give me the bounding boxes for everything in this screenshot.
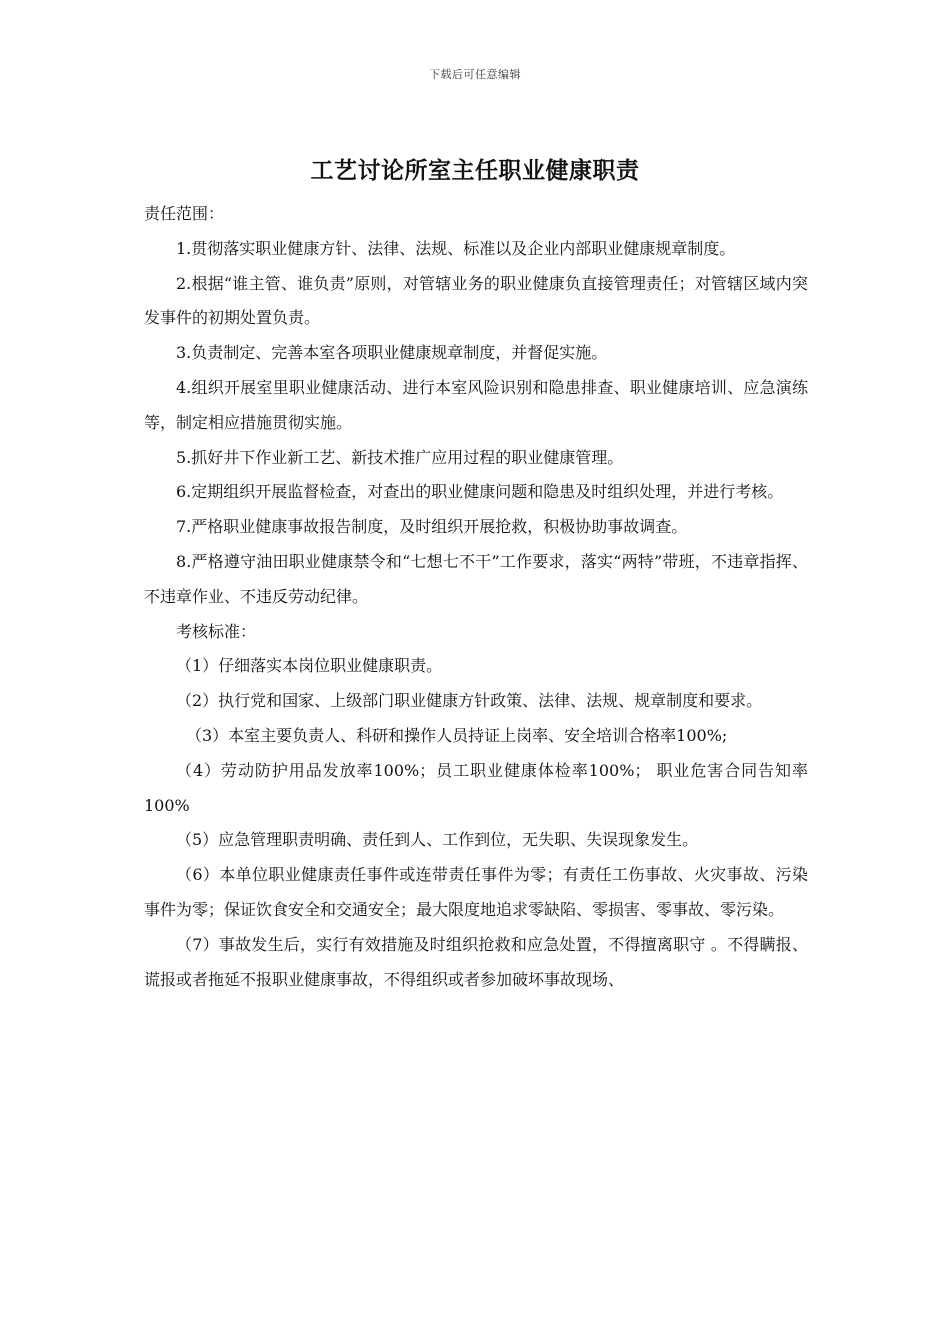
standard-item: （3）本室主要负责人、科研和操作人员持证上岗率、安全培训合格率100%;	[186, 725, 728, 745]
standard-item: （2）执行党和国家、上级部门职业健康方针政策、法律、法规、规章制度和要求。	[176, 691, 763, 711]
duty-item: 5.抓好井下作业新工艺、新技术推广应用过程的职业健康管理。	[176, 447, 624, 467]
standard-item: （1）仔细落实本岗位职业健康职责。	[176, 656, 443, 676]
duty-item: 2.根据“谁主管、谁负责”原则，对管辖业务的职业健康负直接管理责任；对管辖区域内突发事件的初期处置负责。	[144, 273, 808, 328]
duty-item: 7.严格职业健康事故报告制度，及时组织开展抢救，积极协助事故调查。	[176, 517, 688, 537]
document-title: 工艺讨论所室主任职业健康职责	[310, 157, 640, 184]
document-body	[144, 197, 808, 997]
standard-item: （4）劳动防护用品发放率100%；员工职业健康体检率100%； 职业危害合同告知率100%	[144, 760, 808, 815]
standard-item: （5）应急管理职责明确、责任到人、工作到位，无失职、失误现象发生。	[176, 830, 699, 850]
duty-item: 6.定期组织开展监督检查，对查出的职业健康问题和隐患及时组织处理，并进行考核。	[176, 482, 784, 502]
duty-item: 4.组织开展室里职业健康活动、进行本室风险识别和隐患排查、职业健康培训、应急演练等，制定相应措施贯彻实施。	[144, 377, 808, 432]
standard-item: （6）本单位职业健康责任事件或连带责任事件为零；有责任工伤事故、火灾事故、污染事件为零；保证饮食安全和交通安全；最大限度地追求零缺陷、零损害、零事故、零污染。	[144, 865, 808, 919]
header-note: 下载后可任意编辑	[429, 68, 521, 81]
standards-heading: 考核标准：	[176, 621, 257, 641]
scope-heading: 责任范围：	[144, 204, 225, 223]
duty-item: 1.贯彻落实职业健康方针、法律、法规、标准以及企业内部职业健康规章制度。	[176, 238, 736, 258]
duty-item: 8.严格遵守油田职业健康禁令和“七想七不干”工作要求，落实“两特”带班，不违章指挥、不违章作业、不违反劳动纪律。	[144, 551, 808, 606]
standard-item: （7）事故发生后，实行有效措施及时组织抢救和应急处置，不得擅离职守 。不得瞒报、谎报或者拖延不报职业健康事故，不得组织或者参加破坏事故现场、	[144, 934, 808, 989]
duty-item: 3.负责制定、完善本室各项职业健康规章制度，并督促实施。	[176, 343, 608, 363]
